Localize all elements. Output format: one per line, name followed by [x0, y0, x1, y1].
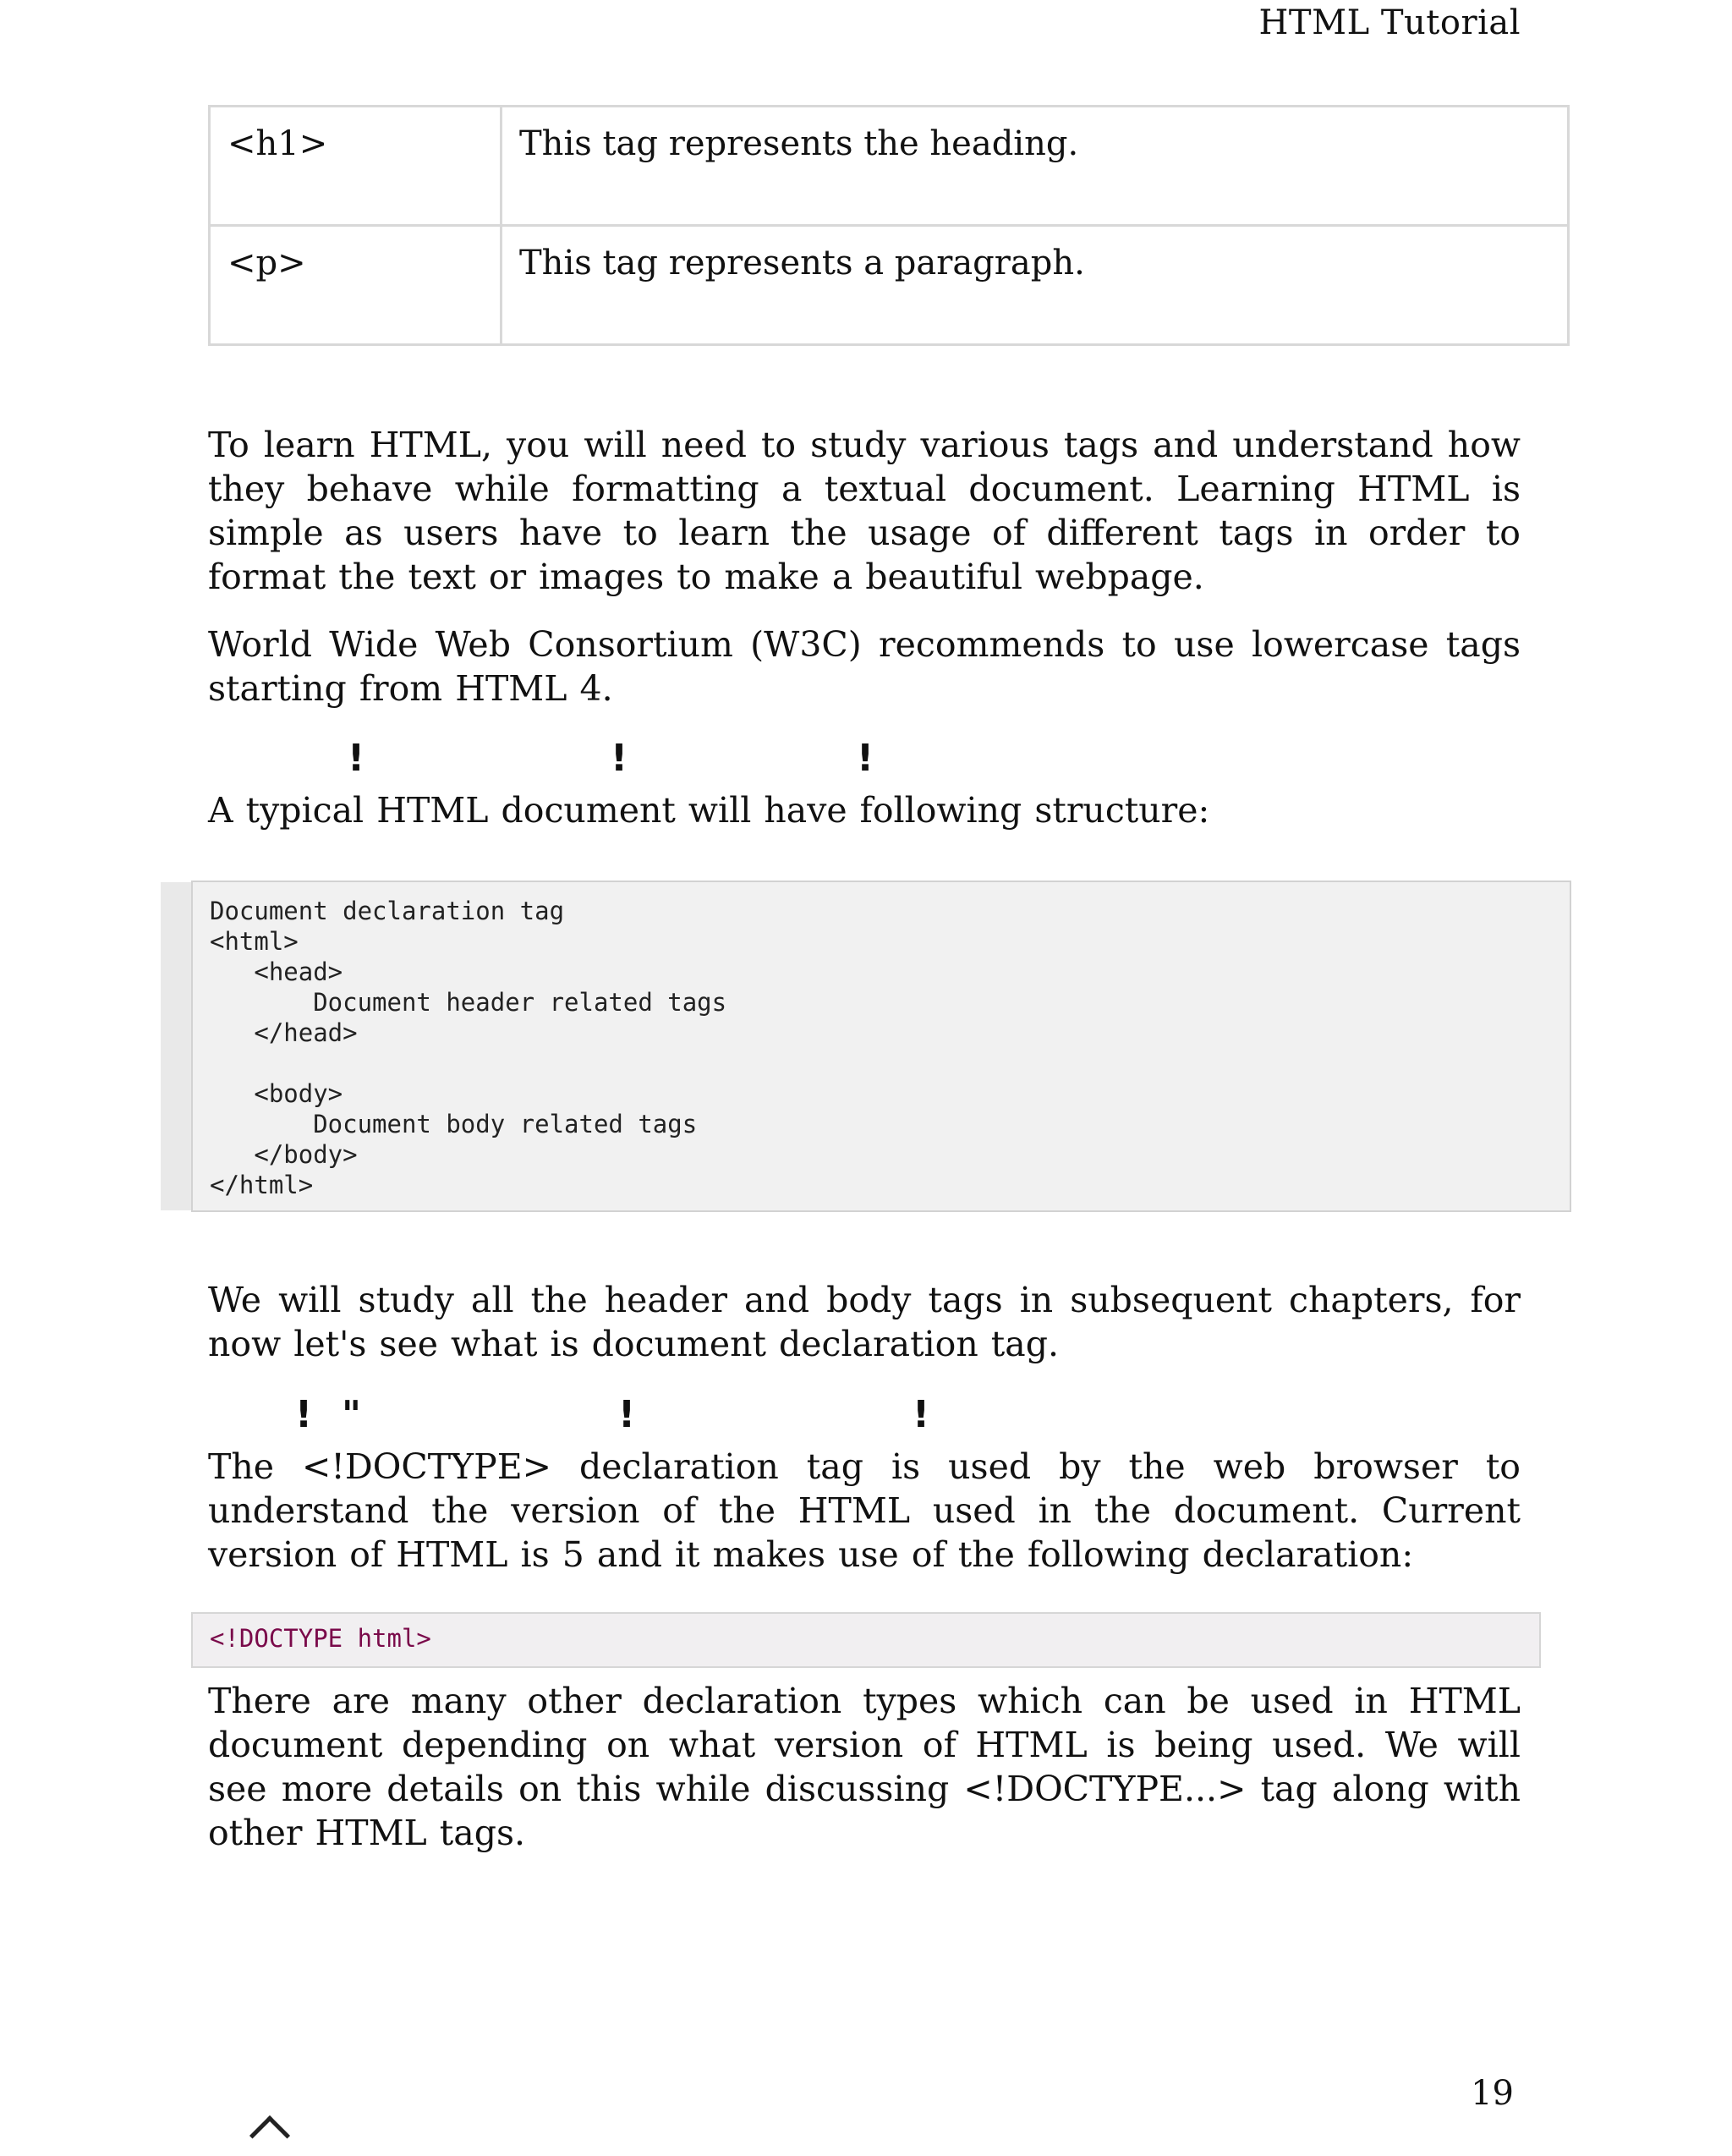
- code-line: [210, 1048, 1570, 1078]
- glyph: !: [857, 737, 874, 780]
- paragraph-structure-intro: A typical HTML document will have following structure:: [208, 790, 1210, 831]
- code-line: <html>: [210, 927, 299, 956]
- code-gutter: [161, 882, 191, 1210]
- glyph: !: [618, 1393, 636, 1436]
- glyph: !: [913, 1393, 930, 1436]
- tag-cell: <h1>: [210, 107, 502, 226]
- running-header: HTML Tutorial: [1258, 3, 1521, 42]
- code-line: </body>: [210, 1140, 358, 1169]
- paragraph-learn-html: To learn HTML, you will need to study various tags and understand how they behave while formatting a textual document. Learning HTML is simple as users have to learn the usage of different tags in order to format the text or images to make a beautiful webpage.: [208, 425, 1521, 597]
- description-cell: This tag represents the heading.: [502, 107, 1569, 226]
- glyph: !: [295, 1393, 313, 1436]
- page-number: 19: [1471, 2074, 1514, 2113]
- code-line: </html>: [210, 1171, 314, 1199]
- table-row: [210, 226, 1569, 345]
- tag-table: [208, 105, 1570, 346]
- paragraph-w3c: World Wide Web Consortium (W3C) recommends to use lowercase tags starting from HTML 4.: [208, 624, 1521, 709]
- code-block: [191, 881, 1571, 1212]
- code-line: <body>: [210, 1079, 343, 1108]
- code-line: Document body related tags: [210, 1110, 698, 1138]
- description-cell: This tag represents a paragraph.: [502, 226, 1569, 345]
- glyph: !: [611, 737, 628, 780]
- code-line: </head>: [210, 1018, 358, 1047]
- code-line: Document declaration tag: [210, 897, 565, 925]
- glyph: ": [342, 1393, 361, 1436]
- doctype-code: <!DOCTYPE html>: [191, 1612, 1541, 1668]
- paragraph-doctype: The <!DOCTYPE> declaration tag is used by the web browser to understand the version of the HTML used in the document. Current version of HTML is 5 and it makes use of the following declaration:: [208, 1446, 1521, 1575]
- paragraph-study-tags: We will study all the header and body tags in subsequent chapters, for now let's see what is document declaration tag.: [208, 1280, 1521, 1364]
- code-line: <head>: [210, 957, 343, 986]
- tag-cell: <p>: [210, 226, 502, 345]
- glyph: !: [348, 737, 365, 780]
- paragraph-other-declarations: There are many other declaration types which can be used in HTML document depending on what version of HTML is being used. We will see more details on this while discussing <!DOCTYPE...> tag along with other HTML tags.: [208, 1681, 1521, 1853]
- table-row: [210, 107, 1569, 226]
- code-line: Document header related tags: [210, 988, 727, 1017]
